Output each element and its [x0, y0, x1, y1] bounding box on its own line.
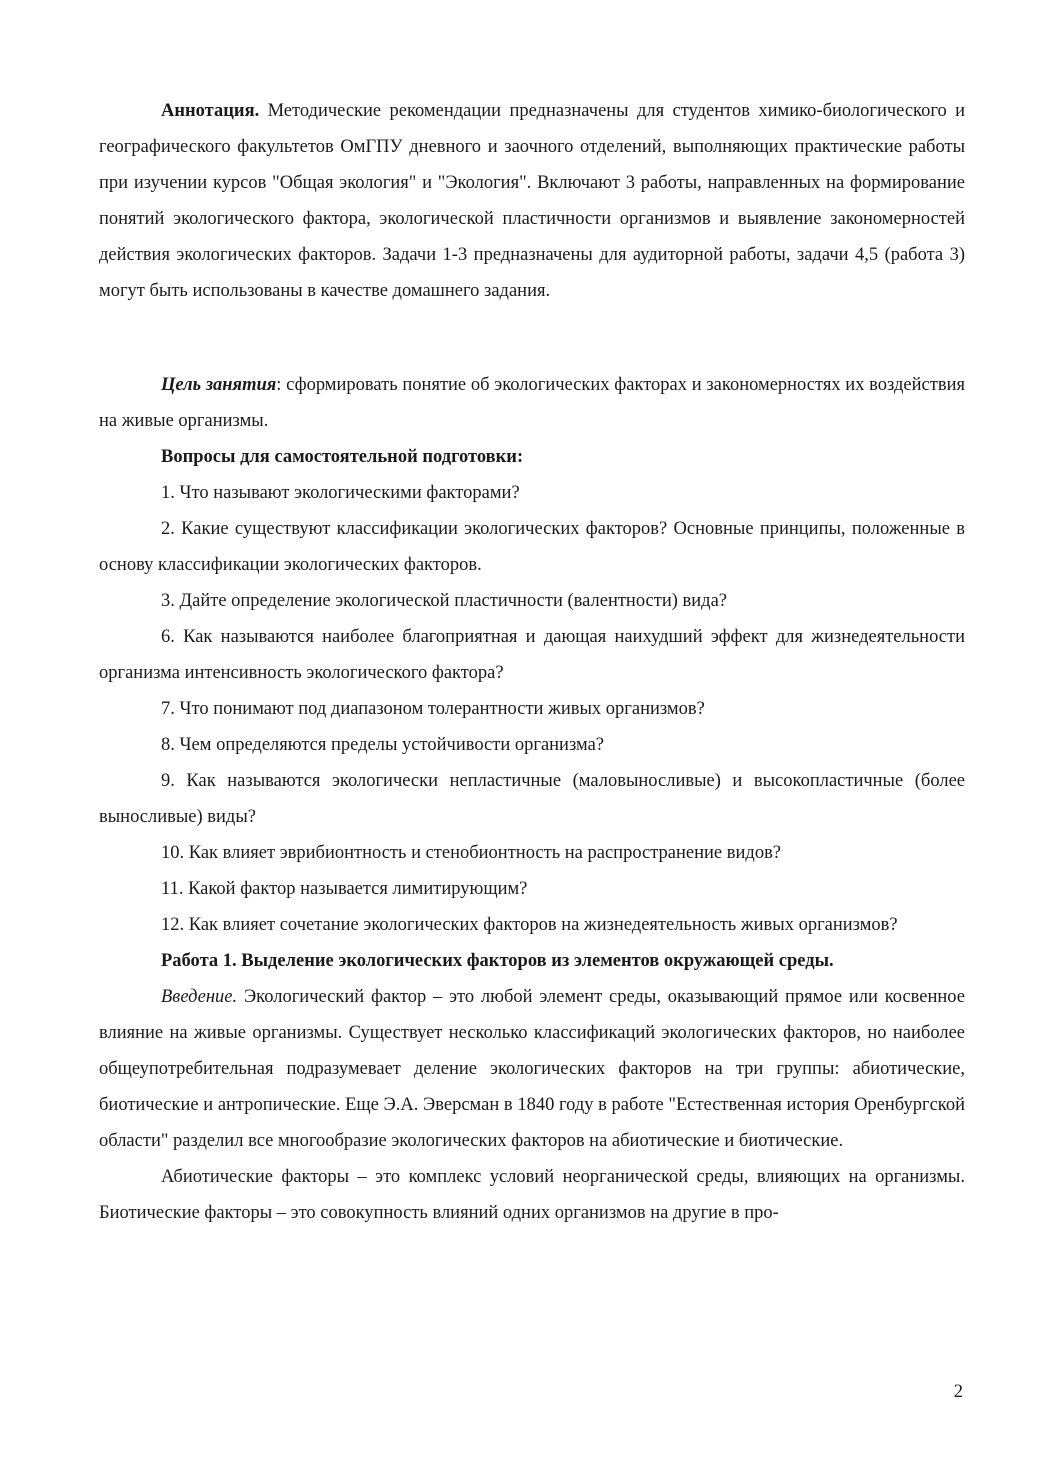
- annotation-text: Методические рекомендации предназначены для студентов химико-биологического и географического факультетов ОмГПУ дневного и заочного отделений, выполняющих практические работы при изучении курсов "Общая экология" и "Экология". Включают 3 работы, направленных на формирование понятий экологического фактора, экологической пластичности организмов и выявление закономерностей действия экологических факторов. Задачи 1-3 предназначены для аудиторной работы, задачи 4,5 (работа 3) могут быть использованы в качестве домашнего задания.: [99, 101, 965, 301]
- question-item: 8. Чем определяются пределы устойчивости организма?: [161, 735, 605, 755]
- goal-label: Цель занятия: [161, 375, 277, 395]
- goal-paragraph: [99, 367, 965, 439]
- work1-heading: Работа 1. Выделение экологических факторов из элементов окружающей среды.: [161, 951, 834, 971]
- work1-intro-paragraph: [99, 979, 965, 1159]
- goal-text: : сформировать понятие об экологических факторах и закономерностях их воздействия на живые организмы.: [99, 375, 965, 431]
- question-item: 10. Как влияет эврибионтность и стенобионтность на распространение видов?: [161, 843, 782, 863]
- page-number: 2: [953, 1382, 963, 1402]
- annotation-paragraph: [99, 93, 965, 309]
- annotation-label: Аннотация.: [161, 101, 260, 121]
- questions-heading: Вопросы для самостоятельной подготовки:: [161, 447, 524, 467]
- work1-intro-text: Экологический фактор – это любой элемент среды, оказывающий прямое или косвенное влияние на живые организмы. Существует несколько классификаций экологических факторов, но наиболее общеупотребительная подразумевает деление экологических факторов на три группы: абиотические, биотические и антропические. Еще Э.А. Эверсман в 1840 году в работе "Естественная история Оренбургской области" разделил все многообразие экологических факторов на абиотические и биотические.: [99, 987, 965, 1151]
- question-item: 2. Какие существуют классификации экологических факторов? Основные принципы, положенные в основу классификации экологических факторов.: [99, 519, 965, 575]
- question-item: 11. Какой фактор называется лимитирующим?: [161, 879, 528, 899]
- question-item: 6. Как называются наиболее благоприятная и дающая наихудший эффект для жизнедеятельности организма интенсивность экологического фактора?: [99, 627, 965, 683]
- section-gap: [99, 309, 965, 367]
- question-item: 12. Как влияет сочетание экологических факторов на жизнедеятельность живых организмов?: [161, 915, 898, 935]
- work1-paragraph-2: Абиотические факторы – это комплекс условий неорганической среды, влияющих на организмы. Биотические факторы – это совокупность влияний одних организмов на другие в про-: [99, 1167, 965, 1223]
- question-item: 7. Что понимают под диапазоном толерантности живых организмов?: [161, 699, 705, 719]
- document-page: [99, 93, 965, 1231]
- question-item: 3. Дайте определение экологической пластичности (валентности) вида?: [161, 591, 727, 611]
- work1-intro-label: Введение.: [161, 987, 238, 1007]
- question-item: 1. Что называют экологическими факторами?: [161, 483, 520, 503]
- question-item: 9. Как называются экологически непластичные (маловыносливые) и высокопластичные (более выносливые) виды?: [99, 771, 965, 827]
